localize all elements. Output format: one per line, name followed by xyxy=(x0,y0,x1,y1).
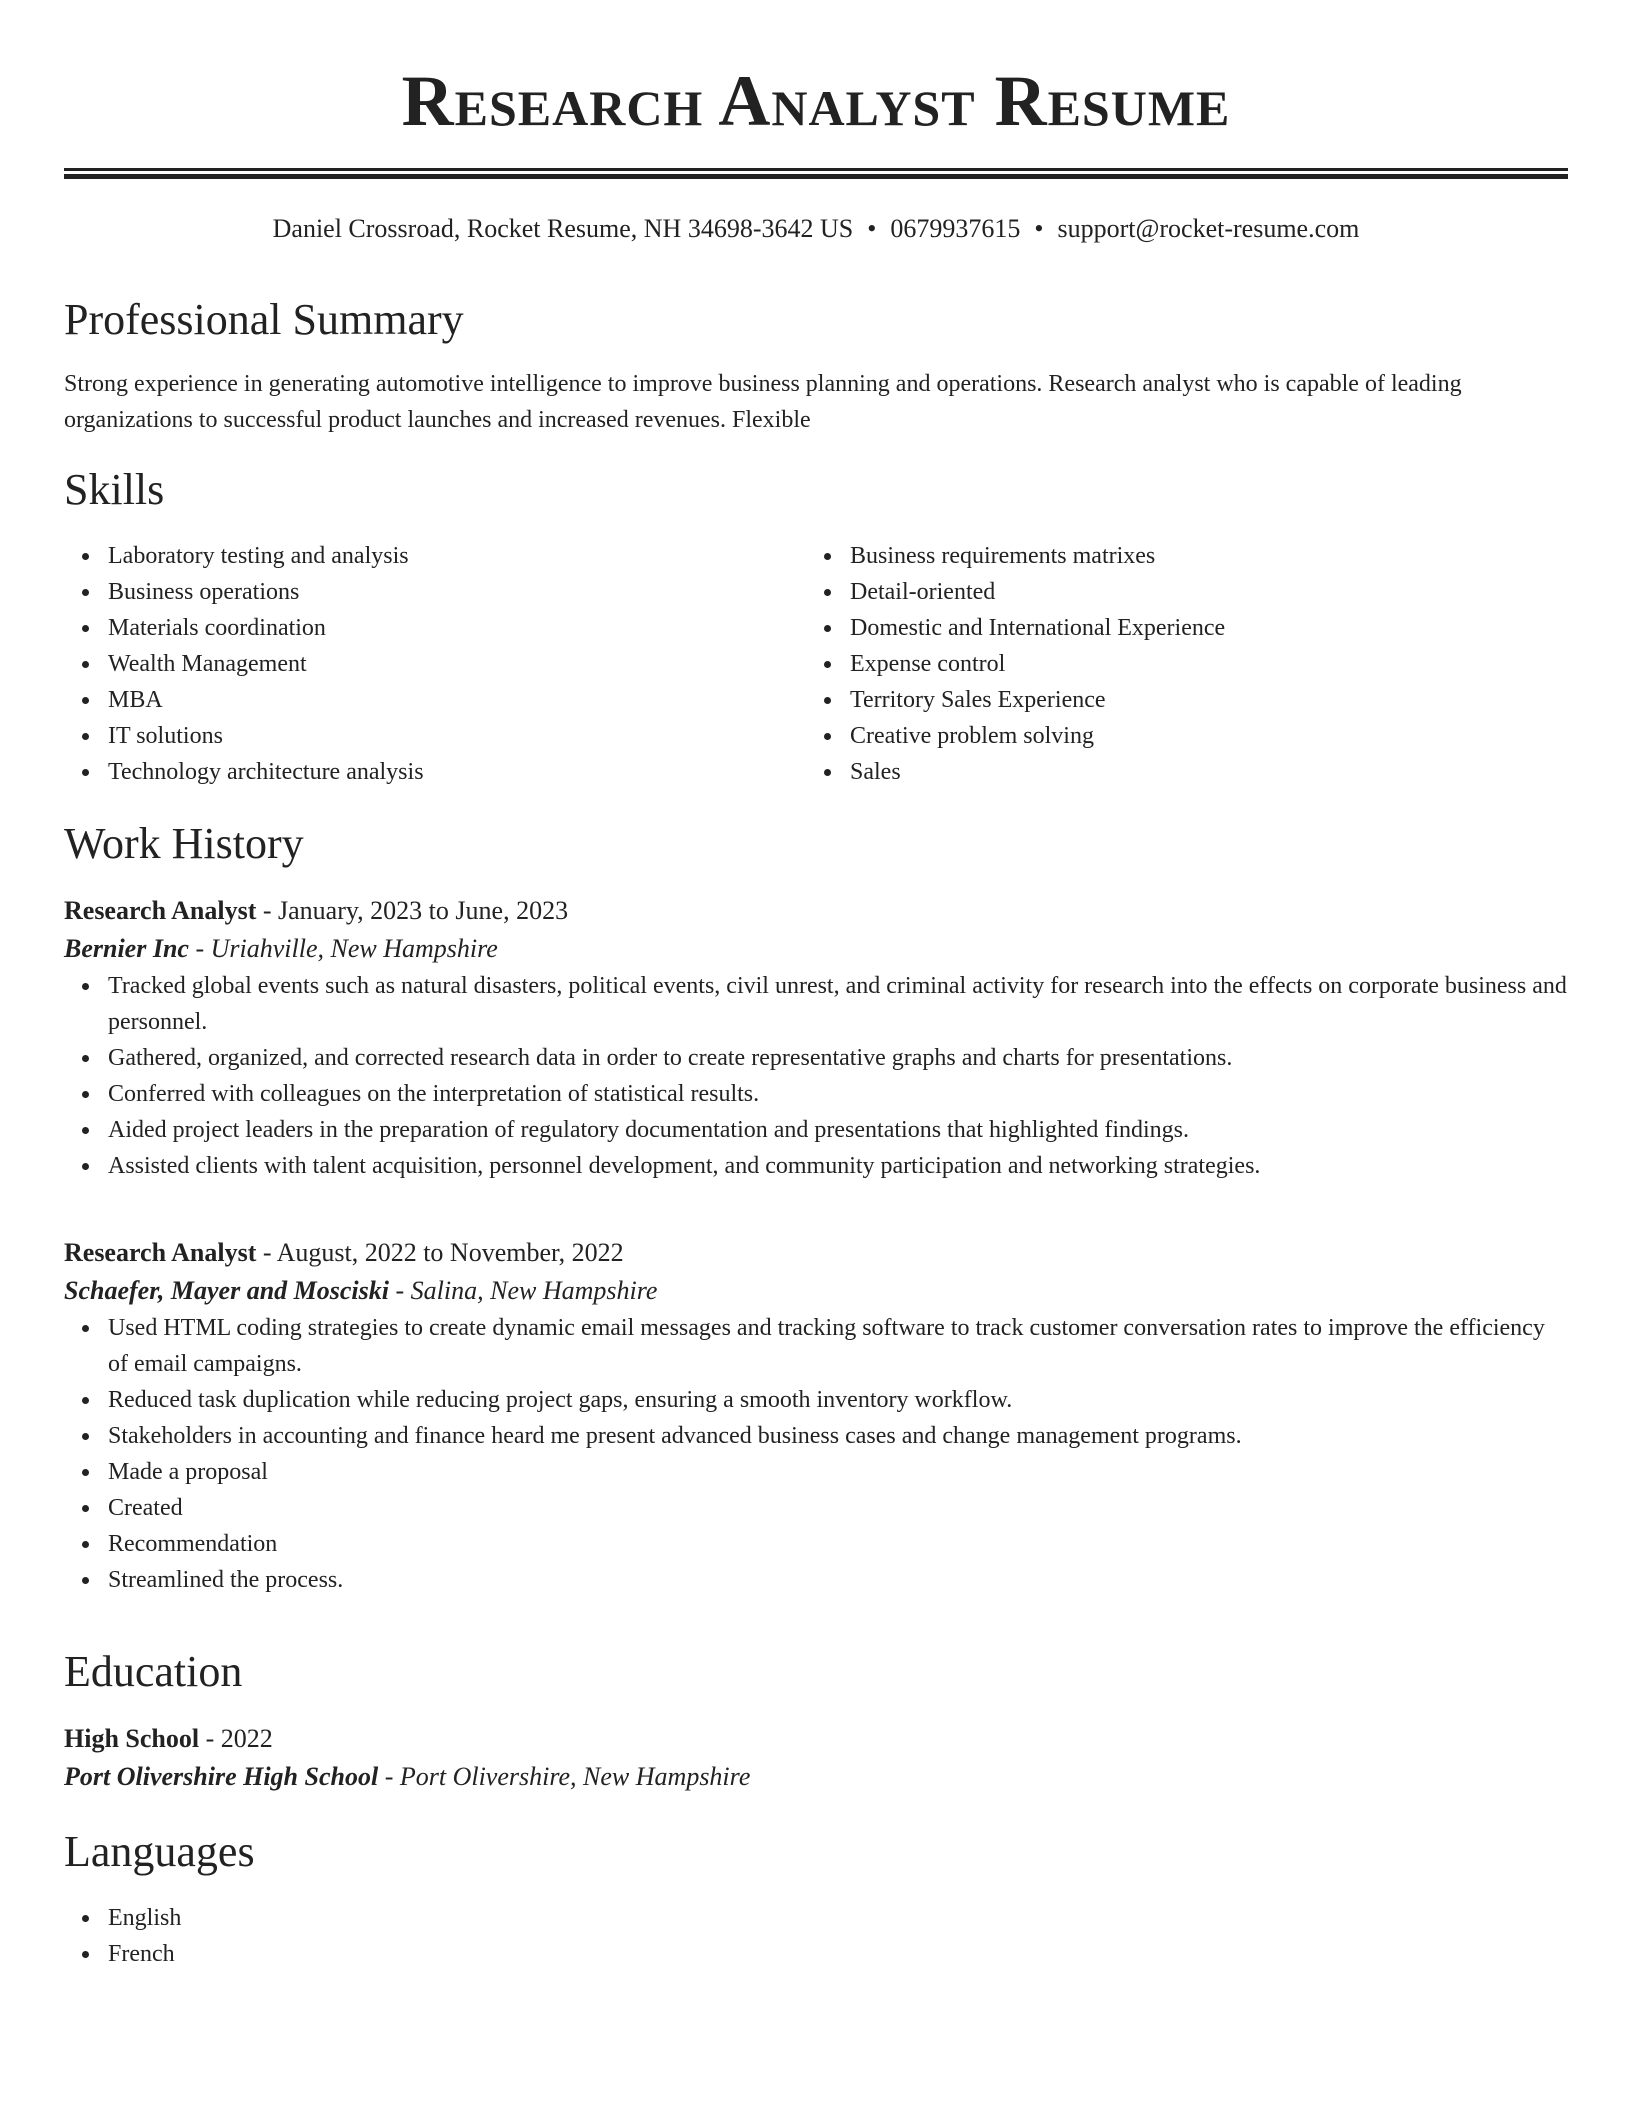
section-heading-skills: Skills xyxy=(64,465,165,514)
job-company: Schaefer, Mayer and Mosciski xyxy=(64,1276,389,1305)
skill-item: Creative problem solving xyxy=(850,718,1548,754)
section-heading-summary: Professional Summary xyxy=(64,295,464,344)
job-entry xyxy=(64,1234,1568,1598)
job-location: - Salina, New Hampshire xyxy=(389,1276,658,1305)
job-bullet: Stakeholders in accounting and finance heard me present advanced business cases and change management programs. xyxy=(108,1418,1568,1454)
job-entry xyxy=(64,892,1568,1184)
skill-item: Laboratory testing and analysis xyxy=(108,538,806,574)
job-bullets xyxy=(64,1310,1568,1598)
job-company-line xyxy=(64,1272,1568,1310)
job-bullet: Created xyxy=(108,1490,1568,1526)
job-bullets xyxy=(64,968,1568,1184)
skill-item: MBA xyxy=(108,682,806,718)
education-year: - 2022 xyxy=(199,1724,273,1753)
skill-item: Domestic and International Experience xyxy=(850,610,1548,646)
summary-text: Strong experience in generating automotive intelligence to improve business planning and operations. Research analyst who is capable of leading organizations to successful product launches and increased revenues. Flexible xyxy=(64,371,1462,433)
job-bullet: Streamlined the process. xyxy=(108,1562,1568,1598)
languages-list xyxy=(64,1900,1612,1972)
skills-column-right xyxy=(806,538,1548,790)
job-title-line xyxy=(64,892,1568,930)
skill-item: Expense control xyxy=(850,646,1548,682)
contact-line xyxy=(64,213,1568,245)
job-location: - Uriahville, New Hampshire xyxy=(188,934,498,963)
education-school: Port Olivershire High School xyxy=(64,1762,379,1791)
skill-item: IT solutions xyxy=(108,718,806,754)
job-bullet: Reduced task duplication while reducing project gaps, ensuring a smooth inventory workflow. xyxy=(108,1382,1568,1418)
job-bullet: Made a proposal xyxy=(108,1454,1568,1490)
skills-column-left xyxy=(64,538,806,790)
job-company: Bernier Inc xyxy=(64,934,189,963)
skill-item: Business operations xyxy=(108,574,806,610)
education-entry xyxy=(64,1720,1568,1796)
job-bullet: Aided project leaders in the preparation of regulatory documentation and presentations that highlighted findings. xyxy=(108,1112,1568,1148)
job-bullet: Recommendation xyxy=(108,1526,1568,1562)
skill-item: Sales xyxy=(850,754,1548,790)
resume-title: Research Analyst Resume xyxy=(401,61,1231,141)
job-company-line xyxy=(64,930,1568,968)
language-item: English xyxy=(108,1900,1612,1936)
contact-separator: • xyxy=(1034,214,1044,243)
skill-item: Wealth Management xyxy=(108,646,806,682)
education-location: - Port Olivershire, New Hampshire xyxy=(378,1762,751,1791)
job-dates: - August, 2022 to November, 2022 xyxy=(256,1238,624,1267)
job-bullet: Gathered, organized, and corrected research data in order to create representative graphs and charts for presentations. xyxy=(108,1040,1568,1076)
skill-item: Materials coordination xyxy=(108,610,806,646)
job-title-line xyxy=(64,1234,1568,1272)
education-degree-line xyxy=(64,1720,1568,1758)
job-bullet: Tracked global events such as natural disasters, political events, civil unrest, and criminal activity for research into the effects on corporate business and personnel. xyxy=(108,968,1568,1040)
job-bullet: Used HTML coding strategies to create dynamic email messages and tracking software to track customer conversation rates to improve the efficiency of email campaigns. xyxy=(108,1310,1568,1382)
education-degree: High School xyxy=(64,1724,200,1753)
skills-list xyxy=(64,538,1568,790)
job-title: Research Analyst xyxy=(64,896,257,925)
skill-item: Territory Sales Experience xyxy=(850,682,1548,718)
skill-item: Detail-oriented xyxy=(850,574,1548,610)
job-title: Research Analyst xyxy=(64,1238,257,1267)
section-heading-work: Work History xyxy=(64,819,304,868)
contact-email: support@rocket-resume.com xyxy=(1057,214,1360,243)
section-heading-education: Education xyxy=(64,1647,243,1696)
skill-item: Business requirements matrixes xyxy=(850,538,1548,574)
contact-separator: • xyxy=(867,214,877,243)
title-divider xyxy=(64,168,1568,179)
job-bullet: Assisted clients with talent acquisition, personnel development, and community participation and networking strategies. xyxy=(108,1148,1568,1184)
contact-address: Daniel Crossroad, Rocket Resume, NH 34698-3642 US xyxy=(272,214,854,243)
education-school-line xyxy=(64,1758,1568,1796)
language-item: French xyxy=(108,1936,1612,1972)
job-bullet: Conferred with colleagues on the interpretation of statistical results. xyxy=(108,1076,1568,1112)
skill-item: Technology architecture analysis xyxy=(108,754,806,790)
job-dates: - January, 2023 to June, 2023 xyxy=(256,896,569,925)
contact-phone: 0679937615 xyxy=(890,214,1021,243)
section-heading-languages: Languages xyxy=(64,1827,255,1876)
